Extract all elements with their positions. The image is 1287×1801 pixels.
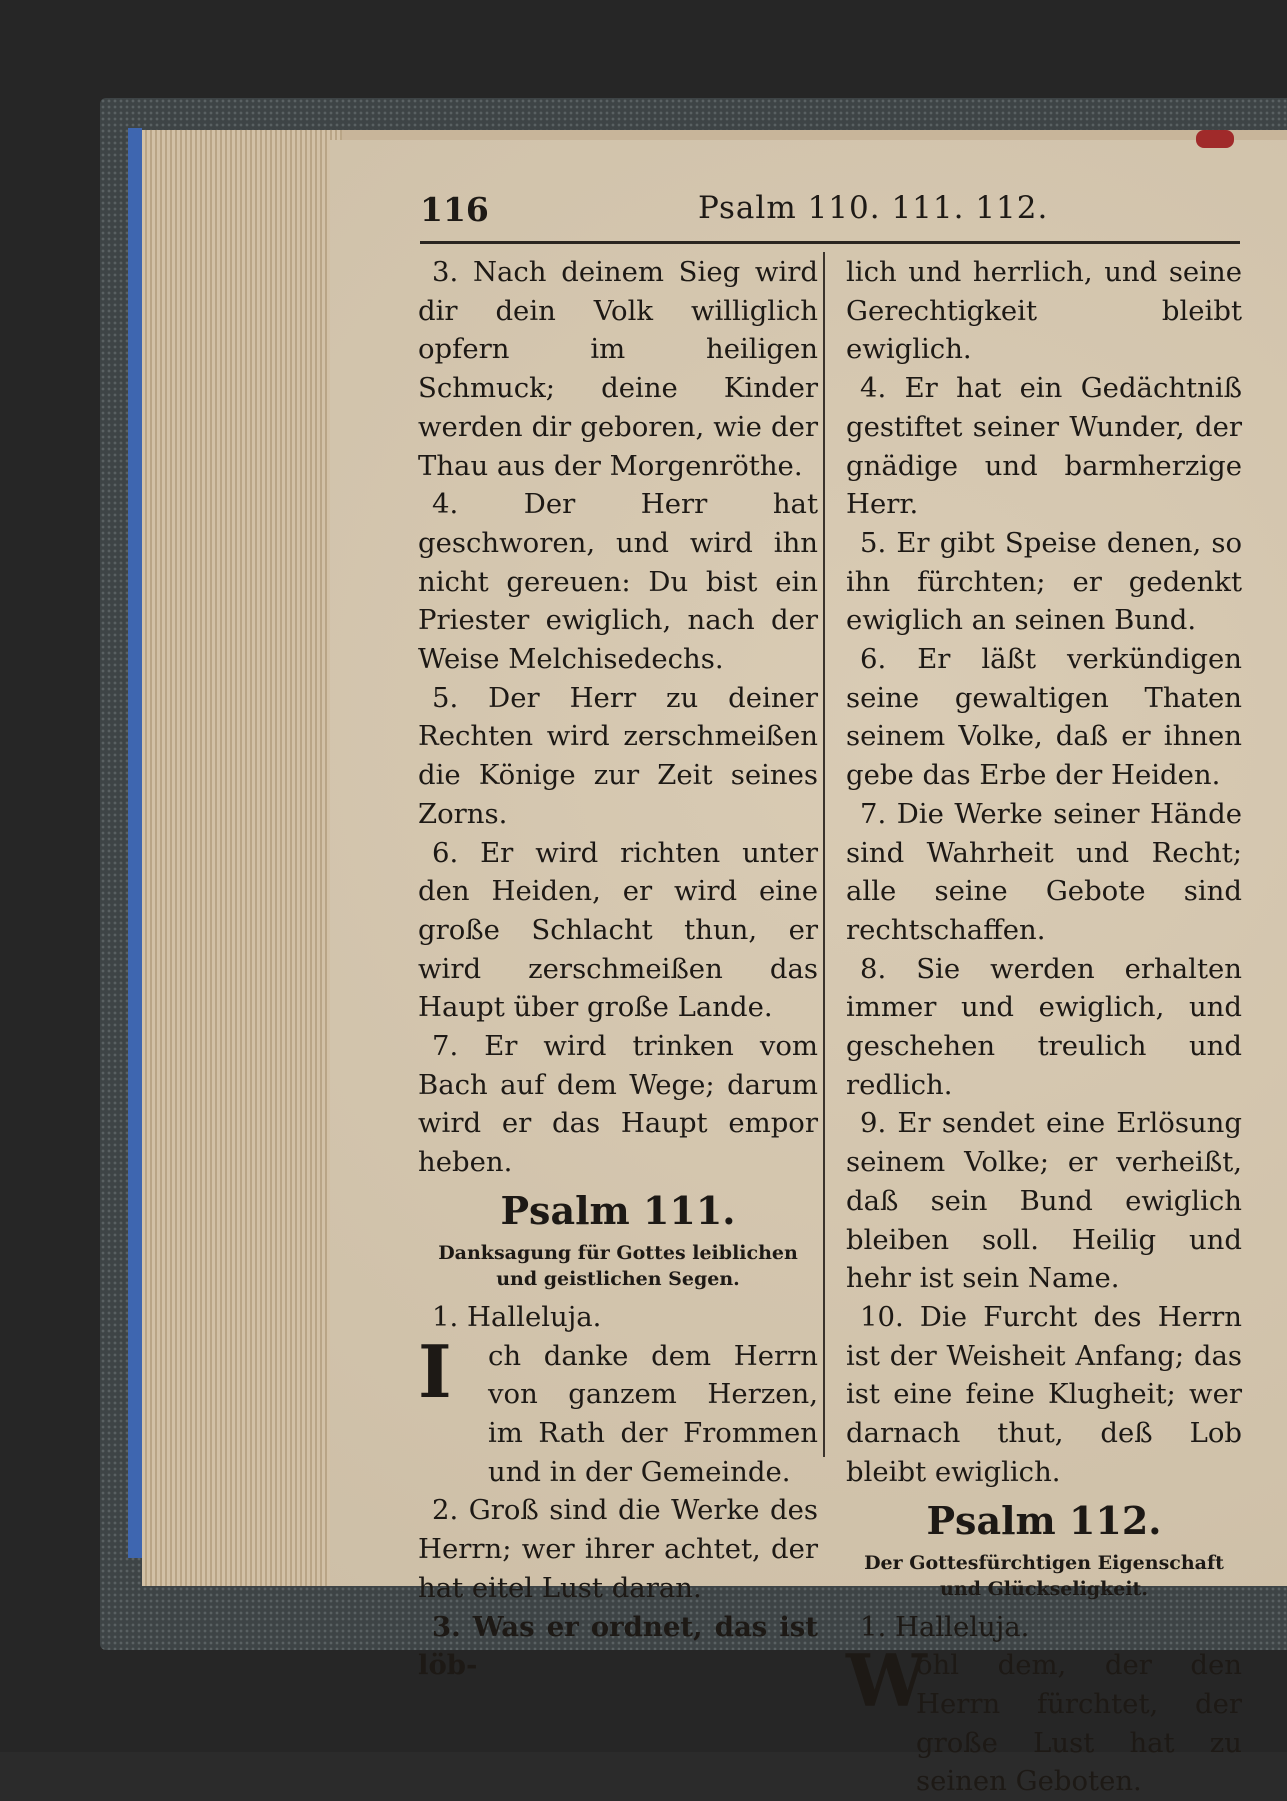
verse: 10. Die Furcht des Herrn ist der Weisheit Anfang; das ist eine feine Klugheit; wer darnach thut, deß Lob bleibt ewiglich. [846, 1300, 1242, 1488]
verse: 3. Nach deinem Sieg wird dir dein Volk williglich opfern im heiligen Schmuck; deine Kinder werden dir geboren, wie der Thau aus der Morgenröthe. [418, 256, 818, 482]
verse: 7. Die Werke seiner Hände sind Wahrheit und Recht; alle seine Gebote sind rechtschaffen. [846, 797, 1242, 946]
verse-label: 1. Halleluja. [432, 1300, 602, 1333]
verse-text: ch danke dem Herrn von ganzem Herzen, im Rath der Frommen und in der Gemeinde. [488, 1339, 818, 1488]
verse-text: ohl dem, der den Herrn fürchtet, der große Lust hat zu seinen Geboten. [916, 1649, 1242, 1798]
verse-with-dropcap [418, 1328, 818, 1492]
verse: 6. Er läßt verkündigen seine gewaltigen Thaten seinem Volke, daß er ihnen gebe das Erbe der Heiden. [846, 643, 1242, 792]
right-column [846, 253, 1242, 1801]
verse-label: 1. Halleluja. [860, 1610, 1030, 1643]
page-number: 116 [420, 190, 489, 229]
verse: 8. Sie werden erhalten immer und ewiglich, und geschehen treulich und redlich. [846, 952, 1242, 1101]
cover-blue-edge [128, 128, 142, 1558]
drop-cap: W [846, 1638, 927, 1724]
verse: 4. Er hat ein Gedächtniß gestiftet seiner Wunder, der gnädige und barmherzige Herr. [846, 372, 1242, 521]
drop-cap: I [418, 1328, 452, 1414]
verse: 3. Was er ordnet, das ist löb- [418, 1610, 818, 1682]
running-title: Psalm 110. 111. 112. [698, 190, 1049, 226]
psalm-112-subtitle: Der Gottesfürchtigen Eigenschaft und Glückseligkeit. [864, 1551, 1224, 1600]
ribbon-bookmark [1196, 130, 1234, 148]
column-divider [823, 252, 825, 1457]
verse-with-dropcap [846, 1638, 1242, 1801]
verse: 9. Er sendet eine Erlösung seinem Volke; er verheißt, daß sein Bund ewiglich bleiben soll. Heilig und hehr ist sein Name. [846, 1107, 1242, 1295]
page-edges [142, 130, 342, 1586]
psalm-111-subtitle: Danksagung für Gottes leiblichen und geistlichen Segen. [438, 1241, 798, 1290]
left-column [418, 253, 818, 1685]
verse: 5. Er gibt Speise denen, so ihn fürchten; er gedenkt ewiglich an seinen Bund. [846, 526, 1242, 637]
verse: lich und herrlich, und seine Gerechtigkeit bleibt ewiglich. [846, 256, 1242, 366]
verse: 7. Er wird trinken vom Bach auf dem Wege; darum wird er das Haupt empor heben. [418, 1030, 818, 1179]
header-rule [420, 241, 1240, 244]
verse: 6. Er wird richten unter den Heiden, er wird eine große Schlacht thun, er wird zerschmeißen das Haupt über große Lande. [418, 836, 818, 1024]
page-header [420, 190, 1240, 230]
verse: 5. Der Herr zu deiner Rechten wird zerschmeißen die Könige zur Zeit seines Zorns. [418, 681, 818, 830]
psalm-112-title: Psalm 112. [926, 1497, 1162, 1543]
verse: 2. Groß sind die Werke des Herrn; wer ihrer achtet, der hat eitel Lust daran. [418, 1494, 818, 1604]
psalm-111-title: Psalm 111. [500, 1187, 736, 1233]
verse: 4. Der Herr hat geschworen, und wird ihn nicht gereuen: Du bist ein Priester ewiglich, nach der Weise Melchisedechs. [418, 488, 818, 676]
